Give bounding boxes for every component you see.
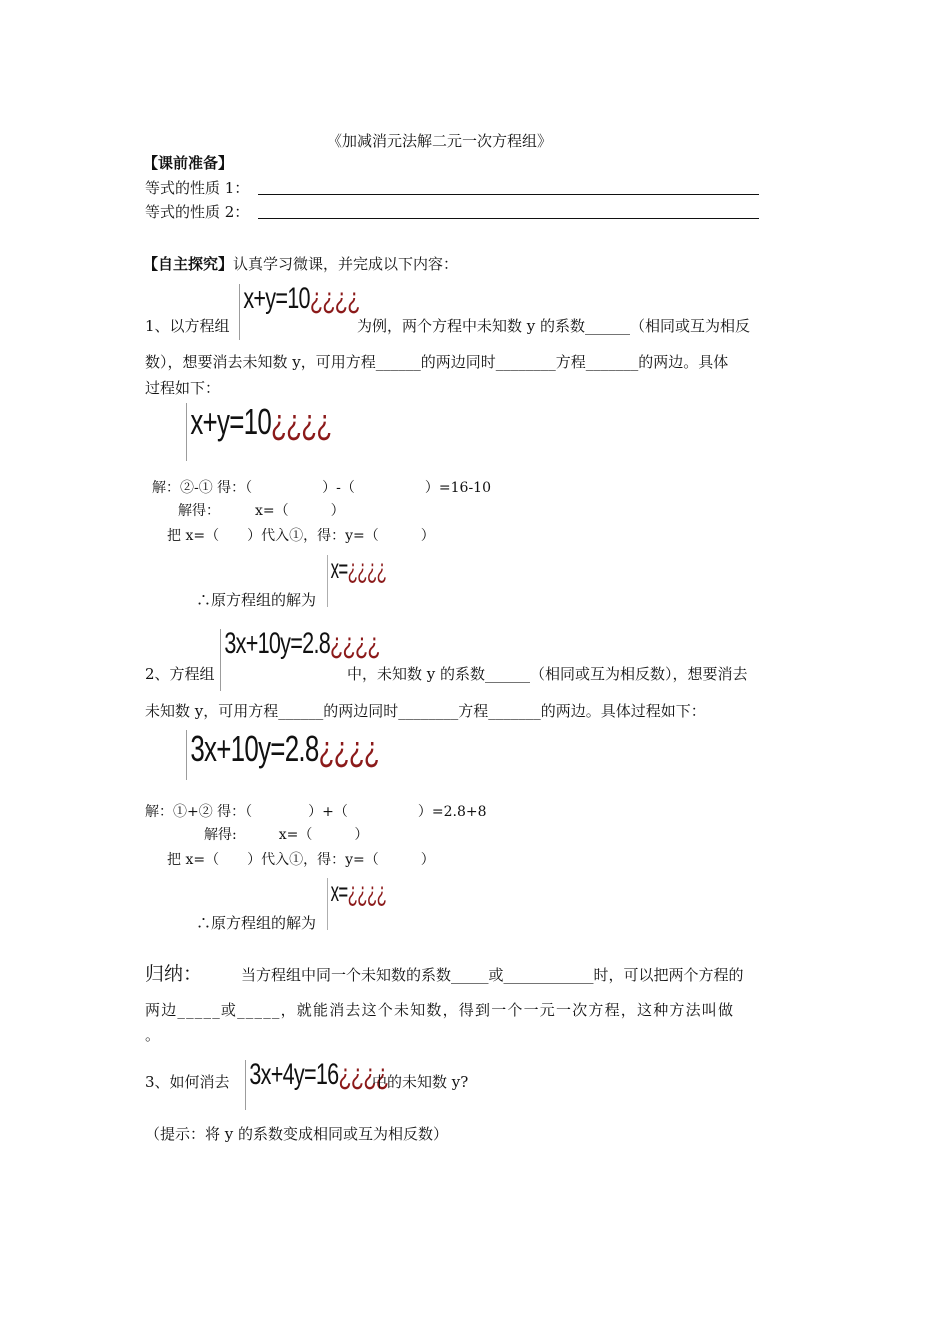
summary-line-3: 。: [145, 1026, 161, 1044]
q3-equation-system: [245, 1058, 388, 1092]
page-title: 《加减消元法解二元一次方程组》: [327, 132, 553, 150]
q2-equation-top: 3x+10y=2.8¿¿¿¿: [224, 627, 380, 660]
q3-lead: 3、如何消去: [145, 1073, 230, 1091]
q2-answer-brace: [327, 878, 328, 930]
q1-solution-step-1: 解：②-① 得：（ ）-（ ）=16-10: [152, 480, 491, 496]
q1-solution-answer: ∴原方程组的解为: [196, 591, 317, 609]
summary-label: 归纳：: [145, 963, 203, 985]
q2-solution-answer: ∴原方程组的解为: [196, 914, 317, 932]
q1-answer-equation-text: x=¿¿¿¿: [330, 553, 387, 584]
q2-repeat-brace: [186, 730, 187, 780]
q1-solution-step-2: 解得： x=（ ）: [178, 503, 345, 519]
q1-answer-equation: [327, 553, 386, 585]
explore-heading: 【自主探究】: [143, 255, 234, 273]
q2-equation-system: [220, 627, 380, 661]
equation-placeholder-glyphs: ¿¿¿¿: [347, 876, 387, 907]
q1-equation-top: x+y=10¿¿¿¿: [243, 282, 360, 315]
prep-heading: 【课前准备】: [143, 154, 234, 172]
q1-lead: 1、以方程组: [145, 317, 230, 335]
q2-answer-equation-text: x=¿¿¿¿: [330, 876, 387, 907]
q2-equation-repeat-text: 3x+10y=2.8¿¿¿¿: [190, 728, 380, 769]
explore-intro: 认真学习微课，并完成以下内容：: [233, 255, 459, 273]
q2-brace: [220, 629, 221, 691]
q1-line-1: 为例，两个方程中未知数 y 的系数______（相同或互为相反: [357, 317, 751, 335]
property-2-label: 等式的性质 2：: [145, 203, 250, 221]
q3-equation-text: 3x+4y=16¿¿¿¿: [249, 1058, 389, 1091]
q3-hint: （提示：将 y 的系数变成相同或互为相反数）: [145, 1125, 449, 1143]
q2-equation-repeat: [186, 728, 379, 770]
q2-solution-step-1: 解：①+② 得：（ ）+（ ）=2.8+8: [145, 804, 487, 820]
q3-tail: 中的未知数 y?: [372, 1073, 469, 1091]
equation-placeholder-glyphs: ¿¿¿¿: [271, 401, 332, 442]
q1-line-2: 数），想要消去未知数 y，可用方程______的两边同时________方程_______的两边。具体: [145, 353, 729, 371]
property-1-blank[interactable]: [258, 194, 759, 195]
q2-answer-equation: [327, 876, 386, 908]
property-2-blank[interactable]: [258, 218, 759, 219]
property-1-label: 等式的性质 1：: [145, 179, 250, 197]
q1-brace: [239, 284, 240, 340]
q2-solution-step-3: 把 x=（ ）代入①，得：y=（ ）: [167, 852, 435, 868]
equation-placeholder-glyphs: ¿¿¿¿: [347, 553, 387, 584]
q2-line-1: 中，未知数 y 的系数______（相同或互为相反数），想要消去: [347, 665, 748, 683]
q2-line-2: 未知数 y，可用方程______的两边同时________方程_______的两边。具体过程如下：: [145, 702, 706, 720]
summary-line-2: 两边_____或_____，就能消去这个未知数，得到一个一元一次方程，这种方法叫做: [145, 1001, 735, 1019]
q3-brace: [245, 1060, 246, 1110]
q2-solution-step-2: 解得: x=（ ）: [204, 827, 369, 843]
q1-equation-system: [239, 282, 360, 316]
q2-lead: 2、方程组: [145, 665, 215, 683]
q1-line-3: 过程如下：: [145, 379, 221, 397]
equation-placeholder-glyphs: ¿¿¿¿: [318, 728, 380, 769]
q1-answer-brace: [327, 555, 328, 607]
explore-section: [143, 254, 458, 274]
q1-equation-repeat: [186, 401, 331, 443]
q1-solution-step-3: 把 x=（ ）代入①，得：y=（ ）: [167, 528, 435, 544]
summary-line-1: 当方程组中同一个未知数的系数_____或____________时，可以把两个方程的: [241, 966, 744, 984]
equation-placeholder-glyphs: ¿¿¿¿: [338, 1058, 389, 1091]
equation-placeholder-glyphs: ¿¿¿¿: [309, 282, 360, 315]
q1-equation-repeat-text: x+y=10¿¿¿¿: [190, 401, 332, 442]
q1-repeat-brace: [186, 403, 187, 461]
equation-placeholder-glyphs: ¿¿¿¿: [330, 627, 380, 660]
